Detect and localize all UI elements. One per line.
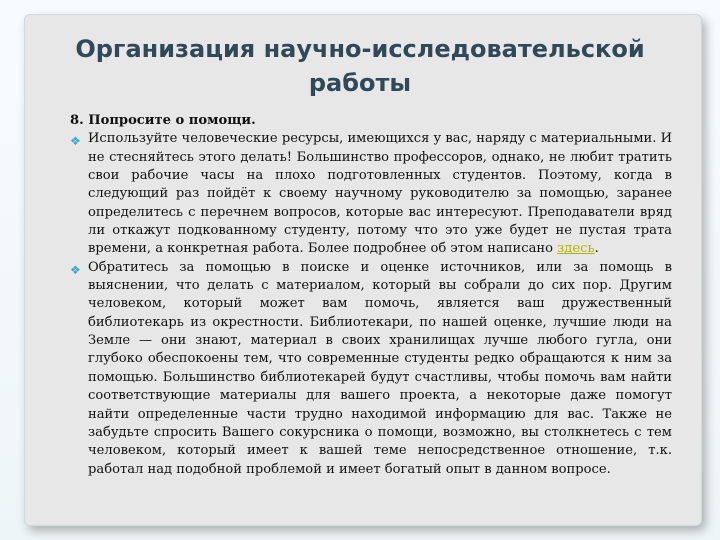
bullet-2-text: Обратитесь за помощью в поиске и оценке источников, или за помощь в выяснении, что делать с материалом, который вы собрали до сих пор. Другим человеком, который может вам помочь, является ваш дружественный библиотекарь из окрестности. Библиотекари, по нашей оценке, лучшие люди на Земле — они знают, материал в своих хранилищах лучше любого гугла, они глубоко обеспокоены тем, что современные студенты редко обращаются к ним за помощью. Большинство библиотекарей будут счастливы, чтобы помочь вам найти соответствующие материалы для вашего проекта, а некоторые даже помогут найти определенные части трудно находимой информацию для вас. Также не забудьте спросить Вашего сокурсника о помощи, возможно, вы столкнетесь с тем человеком, который имеет к вашей теме непосредственное отношение, т.к. работал над подобной проблемой и имеет богатый опыт в данном вопросе. bbox=[88, 259, 672, 477]
bullet-item-1 bbox=[70, 130, 672, 258]
slide-title-line-1: Организация научно-исследовательской bbox=[75, 35, 645, 63]
section-heading: 8. Попросите о помощи. bbox=[70, 113, 256, 128]
diamond-bullet-icon: ❖ bbox=[70, 134, 81, 149]
slide-title bbox=[40, 32, 680, 100]
details-link[interactable]: здесь bbox=[557, 241, 595, 257]
bullet-1-end: . bbox=[594, 241, 599, 257]
bullet-1-text: Используйте человеческие ресурсы, имеющихся у вас, наряду с материальными. И не стесняйтесь этого делать! Большинство профессоров, однако, не любит тратить свои рабочие часы на плохо подготовленных студентов. Поэтому, когда в следующий раз пойдёт к своему научному руководителю за помощью, заранее определитесь с перечнем вопросов, которые вас интересуют. Преподаватели вряд ли откажут подкованному студенту, потому что это уже будет не пустая трата времени, а конкретная работа. Более подробнее об этом написано bbox=[88, 131, 673, 257]
slide-body bbox=[70, 112, 672, 479]
diamond-bullet-icon: ❖ bbox=[70, 262, 81, 277]
bullet-item-2 bbox=[70, 259, 672, 479]
slide-title-line-2: работы bbox=[308, 69, 412, 97]
